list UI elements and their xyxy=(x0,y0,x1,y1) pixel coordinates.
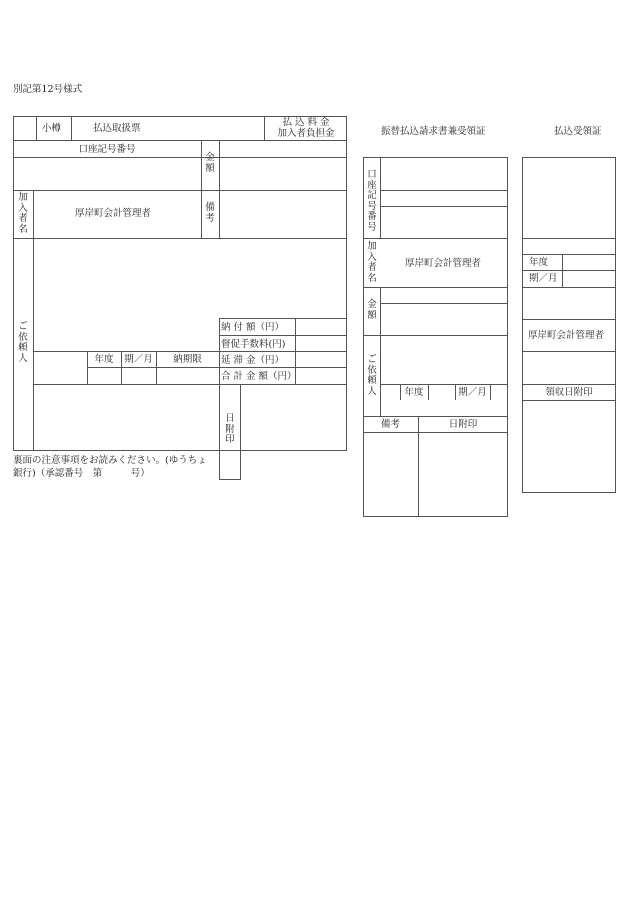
rule xyxy=(522,287,616,288)
transfer-amount-label: 金額 xyxy=(367,299,377,321)
remarks-label: 備考 xyxy=(205,202,215,224)
rule xyxy=(363,335,508,336)
transfer-fiscal-year-label: 年度 xyxy=(404,387,424,398)
rule xyxy=(522,270,616,271)
rule xyxy=(219,335,347,336)
rule xyxy=(363,238,508,239)
rule xyxy=(201,140,202,238)
requester-label: ご依頼人 xyxy=(18,321,28,364)
transfer-subscriber-name: 厚岸町会計管理者 xyxy=(405,258,482,269)
account-number-label: 口座記号番号 xyxy=(78,144,136,155)
due-label: 納期限 xyxy=(173,354,202,365)
rule xyxy=(13,140,347,141)
rule xyxy=(219,157,347,158)
rule xyxy=(13,238,347,239)
rule xyxy=(380,287,381,335)
rule xyxy=(219,140,220,238)
rule xyxy=(380,303,508,304)
payment-receipt-title: 払込受領証 xyxy=(554,126,602,137)
rule xyxy=(522,319,616,320)
rule xyxy=(13,157,219,158)
rule xyxy=(363,287,508,288)
receipt-date-stamp-label: 領収日附印 xyxy=(545,387,593,398)
transfer-receipt-border xyxy=(363,157,508,517)
rule xyxy=(36,116,37,140)
rule xyxy=(418,416,419,517)
note-line-1: 裏面の注意事項をお読みください。(ゆうちょ xyxy=(13,455,207,466)
rule xyxy=(363,416,508,417)
rule xyxy=(71,116,72,140)
transfer-requester-label: ご依頼人 xyxy=(367,354,377,397)
period-label: 期／月 xyxy=(124,354,153,365)
slip-border xyxy=(13,116,347,451)
total-label: 合 計 金 額（円） xyxy=(221,371,297,382)
rule xyxy=(33,190,34,451)
rule xyxy=(490,384,491,400)
receipt-fiscal-year-label: 年度 xyxy=(529,257,549,268)
rule xyxy=(562,254,563,287)
receipt-issuer: 厚岸町会計管理者 xyxy=(528,330,605,341)
rule xyxy=(380,190,508,191)
reminder-fee-label: 督促手数料(円) xyxy=(221,339,286,350)
payment-receipt-border xyxy=(522,157,616,493)
rule xyxy=(522,238,616,239)
transfer-period-label: 期／月 xyxy=(458,387,487,398)
bank-label: 小樽 xyxy=(42,123,62,134)
date-stamp-label: 日附印 xyxy=(225,413,235,445)
rule xyxy=(13,190,347,191)
rule xyxy=(363,432,508,433)
transfer-date-stamp-label: 日附印 xyxy=(448,419,478,430)
receipt-period-label: 期／月 xyxy=(529,273,558,284)
fee-label-2: 加入者負担金 xyxy=(277,128,335,139)
late-fee-label: 延 滞 金（円） xyxy=(221,355,285,366)
subscriber-name: 厚岸町会計管理者 xyxy=(75,208,152,219)
rule xyxy=(522,384,616,385)
rule xyxy=(264,116,265,140)
rule xyxy=(522,351,616,352)
rule xyxy=(522,400,616,401)
fiscal-year-label: 年度 xyxy=(94,354,114,365)
transfer-subscriber-name-label: 加入者名 xyxy=(367,241,377,284)
fee-label-1: 払 込 料 金 xyxy=(282,117,330,128)
subscriber-name-label: 加入者名 xyxy=(18,192,28,235)
transfer-account-number-label: 口座記号番号 xyxy=(367,169,377,233)
rule xyxy=(33,351,347,352)
form-title: 別記第12号様式 xyxy=(13,84,83,95)
rule xyxy=(380,335,381,416)
rule xyxy=(428,384,429,400)
rule xyxy=(33,384,347,385)
transfer-receipt-title: 振替払込請求書兼受領証 xyxy=(381,126,486,137)
rule xyxy=(380,206,508,207)
transfer-remarks-label: 備考 xyxy=(380,419,400,430)
rule xyxy=(522,254,616,255)
rule xyxy=(219,318,347,319)
rule xyxy=(87,367,347,368)
amount-label: 金額 xyxy=(205,152,215,174)
payment-amount-label: 納 付 額（円） xyxy=(221,322,285,333)
note-line-2: 銀行)（承認番号 第 号） xyxy=(13,468,150,479)
rule xyxy=(380,157,381,238)
slip-title: 払込取扱票 xyxy=(93,123,141,134)
rule xyxy=(219,318,220,384)
